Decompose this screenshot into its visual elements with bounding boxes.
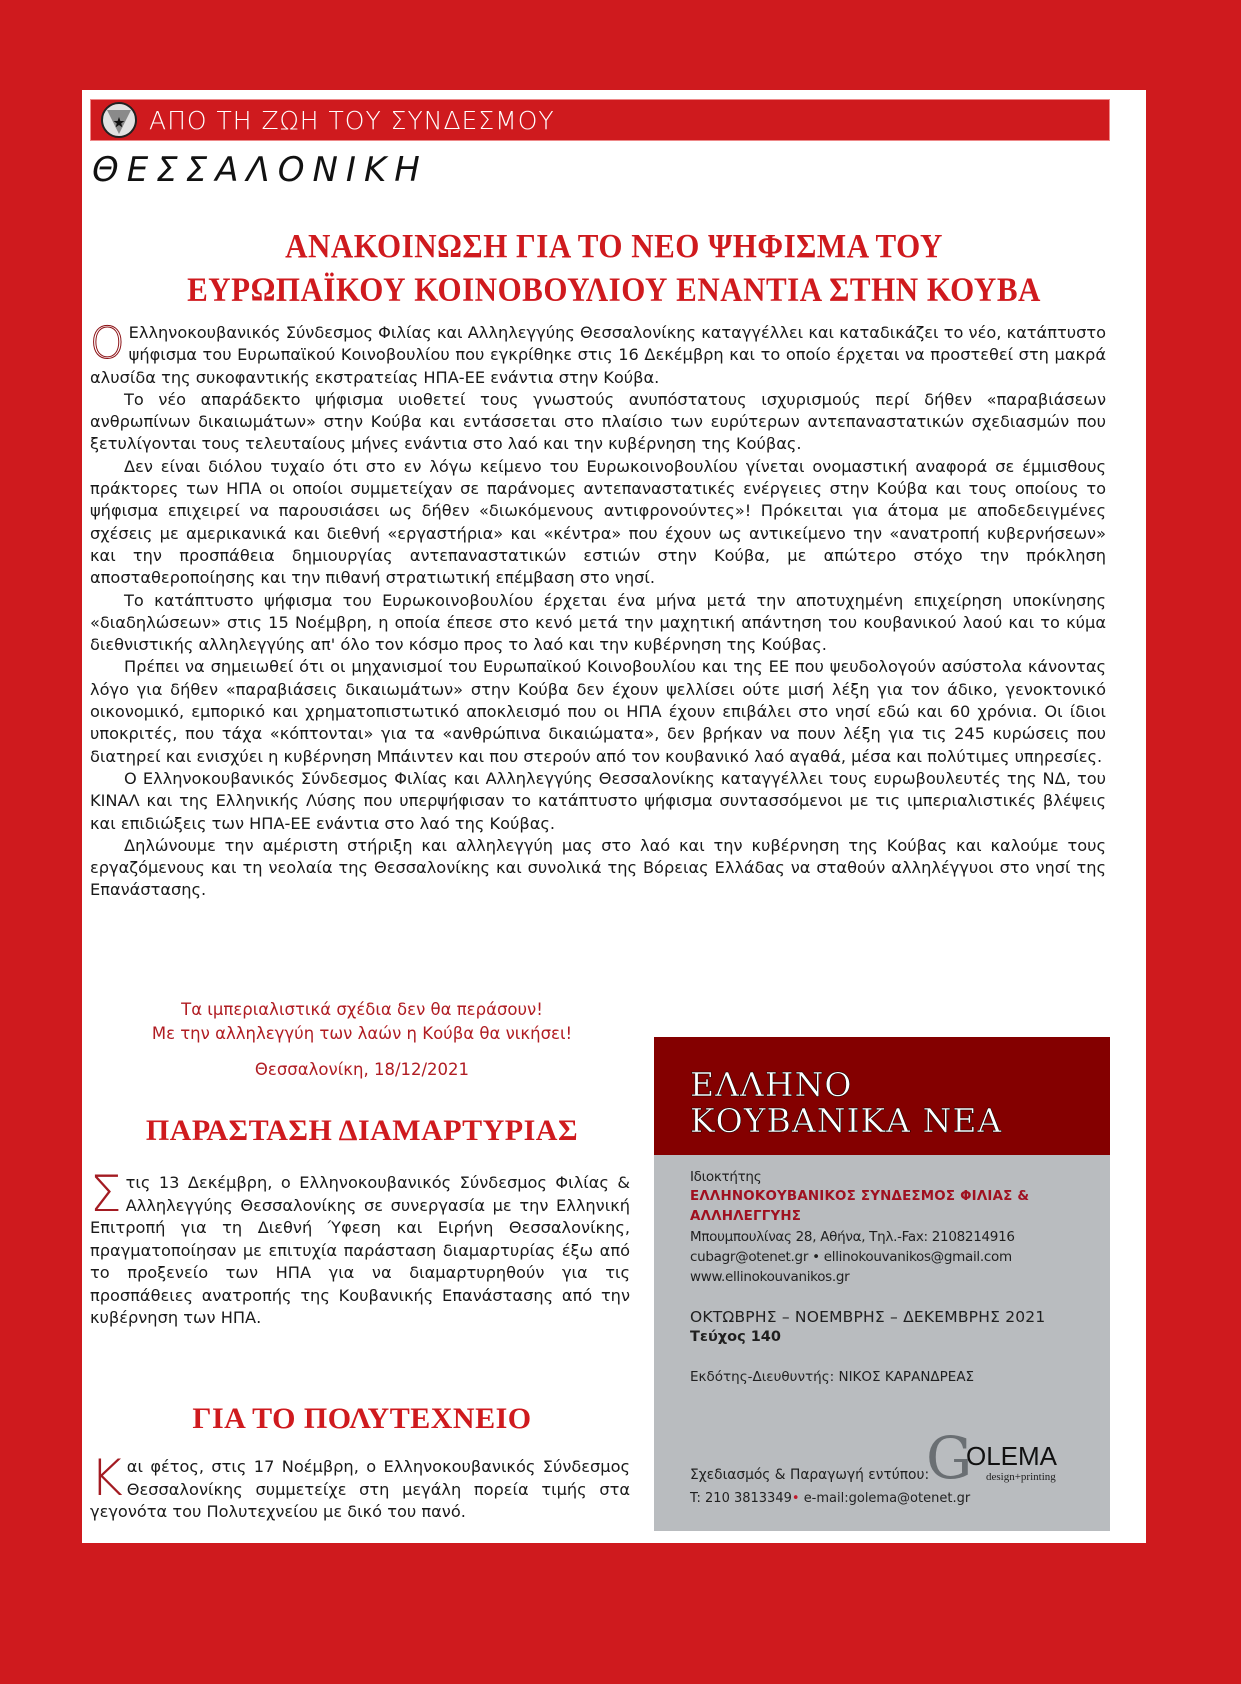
publisher-name: ΝΙΚΟΣ ΚΑΡΑΝΔΡΕΑΣ — [838, 1369, 975, 1385]
article-paragraph: Το κατάπτυστο ψήφισμα του Ευρωκοινοβουλίου έρχεται ένα μήνα μετά την αποτυχημένη επιχείρηση υποκίνησης «διαδηλώσεων» στις 15 Νοέμβρη, η οποία έπεσε στο κενό μετά την μαχητική απάντηση του κουβανικού λαού και το κύμα διεθνιστικής αλληλεγγύης απ' όλο τον κόσμο προς το λαό και την κυβέρνηση της Κούβας. — [90, 590, 1106, 655]
polytechnic-headline: ΓΙΑ ΤΟ ΠΟΛΥΤΕΧΝΕΙΟ — [192, 1402, 532, 1435]
main-article-body — [90, 318, 1106, 902]
masthead-title-line-1: ΕΛΛΗΝΟ — [690, 1065, 853, 1104]
dropcap: Κ — [90, 1449, 123, 1507]
protest-article-body: Στις 13 Δεκέμβρη, ο Ελληνοκουβανικός Σύνδεσμος Φιλίας & Αλληλεγγύης Θεσσαλονίκης σε συνεργασία με την Ελληνική Επιτροπή για τη Διεθνή Ύφεση και Ειρήνη Θεσσαλονίκης, πραγματοποίησαν με επιτυχία παράσταση διαμαρτυρίας έξω από το προξενείο των ΗΠΑ για να διαμαρτυρηθούν για τις προσπάθειες ανατροπής της Κουβανικής Επανάστασης από την κυβέρνηση των ΗΠΑ. — [90, 1165, 630, 1327]
masthead-title-block — [654, 1037, 1110, 1155]
main-headline-line-1: ΑΝΑΚΟΙΝΩΣΗ ΓΙΑ ΤΟ ΝΕΟ ΨΗΦΙΣΜΑ ΤΟΥ — [285, 226, 943, 265]
article-paragraph: Δηλώνουμε την αμέριστη στήριξη και αλληλεγγύη μας στο λαό και την κυβέρνηση της Κούβας και καλούμε τους εργαζόμενους και τη νεολαία της Θεσσαλονίκης και συνολικά της Βόρειας Ελλάδας να σταθούν αλληλέγγυοι στο νησί της Επανάστασης. — [90, 835, 1106, 900]
masthead-box — [654, 1037, 1110, 1531]
slogan-2: Με την αλληλεγγύη των λαών η Κούβα θα νικήσει! — [151, 1024, 573, 1043]
email-link-2[interactable]: ellinokouvanikos@gmail.com — [823, 1249, 1012, 1265]
printer-contact — [690, 1491, 970, 1506]
dropcap: Σ — [90, 1165, 122, 1223]
polytechnic-article-body: Και φέτος, στις 17 Νοέμβρη, ο Ελληνοκουβανικός Σύνδεσμος Θεσσαλονίκης συμμετείχε στη μεγάλη πορεία τιμής στα γεγονότα του Πολυτεχνείου με δικό του πανό. — [90, 1449, 630, 1521]
publisher-label: Εκδότης-Διευθυντής: — [690, 1369, 835, 1385]
section-header-bar — [90, 99, 1110, 141]
owner-name: ΕΛΛΗΝΟΚΟΥΒΑΝΙΚΟΣ ΣΥΝΔΕΣΜΟΣ ΦΙΛΙΑΣ & ΑΛΛΗΛΕΓΓΥΗΣ — [690, 1189, 1030, 1224]
slogans — [82, 998, 642, 1046]
city-heading: ΘΕΣΣΑΛΟΝΙΚΗ — [92, 150, 428, 190]
golema-logo — [926, 1424, 1086, 1492]
article-paragraph: Το νέο απαράδεκτο ψήφισμα υιοθετεί τους γνωστούς ανυπόστατους ισχυρισμούς περί δήθεν «παραβιάσεων ανθρωπίνων δικαιωμάτων» στην Κούβα και εντάσσεται στο πλαίσιο των ευρύτερων αντεπαναστατικών σχεδιασμών που ξετυλίγονται τους τελευταίους μήνες ενάντια στο λαό και την κυβέρνηση της Κούβας. — [90, 389, 1106, 454]
emails — [690, 1247, 1110, 1267]
article-paragraph: Ο Ελληνοκουβανικός Σύνδεσμος Φιλίας και Αλληλεγγύης Θεσσαλονίκης καταγγέλλει και καταδικάζει το νέο, κατάπτυστο ψήφισμα του Ευρωπαϊκού Κοινοβουλίου που εγκρίθηκε στις 16 Δεκέμβρη και το οποίο έρχεται να προστεθεί στη μακρά αλυσίδα της συκοφαντικής εκστρατείας ΗΠΑ-ΕΕ ενάντια στην Κούβα. — [90, 318, 1106, 387]
address: Μπουμπουλίνας 28, Αθήνα, Τηλ.-Fax: 2108214916 — [690, 1229, 1015, 1245]
issue-number: Τεύχος 140 — [690, 1329, 781, 1345]
golema-logo-sub: design+printing — [986, 1471, 1056, 1483]
article-paragraph: Ο Ελληνοκουβανικός Σύνδεσμος Φιλίας και Αλληλεγγύης Θεσσαλονίκης καταγγέλλει τους ευρωβουλευτές της ΝΔ, του ΚΙΝΑΛ και της Ελληνικής Λύσης που υπερψήφισαν το κατάπτυστο ψήφισμα συντασσόμενοι με τις ιμπεριαλιστικές βλέψεις και επιδιώξεις των ΗΠΑ-ΕΕ ενάντια στο λαό της Κούβας. — [90, 768, 1106, 833]
issue-months: ΟΚΤΩΒΡΗΣ – ΝΟΕΜΒΡΗΣ – ΔΕΚΕΜΒΡΗΣ 2021 — [690, 1308, 1046, 1326]
masthead-title-line-2: ΚΟΥΒΑΝΙΚΑ ΝΕΑ — [690, 1101, 1003, 1140]
protest-headline: ΠΑΡΑΣΤΑΣΗ ΔΙΑΜΑΡΤΥΡΙΑΣ — [145, 1114, 579, 1147]
owner-label: Ιδιοκτήτης — [690, 1169, 762, 1185]
signature-date: Θεσσαλονίκη, 18/12/2021 — [254, 1060, 470, 1079]
email-link-1[interactable]: cubagr@otenet.gr — [690, 1249, 809, 1265]
bullet-separator: • — [791, 1491, 800, 1506]
main-headline-line-2: ΕΥΡΩΠΑΪΚΟΥ ΚΟΙΝΟΒΟΥΛΙΟΥ ΕΝΑΝΤΙΑ ΣΤΗΝ ΚΟΥΒΑ — [187, 270, 1041, 308]
bullet-separator: • — [812, 1249, 820, 1265]
page-panel — [82, 90, 1146, 1543]
slogan-1: Τα ιμπεριαλιστικά σχέδια δεν θα περάσουν! — [181, 1000, 543, 1019]
article-paragraph: Πρέπει να σημειωθεί ότι οι μηχανισμοί του Ευρωπαϊκού Κοινοβουλίου και της ΕΕ που ψευδολογούν ασύστολα κάνοντας λόγο για δήθεν «παραβιάσεις δικαιωμάτων» στην Κούβα δεν έχουν ψελλίσει ούτε μισή λέξη για τον άδικο, γενοκτονικό οικονομικό, εμπορικό και χρηματοπιστωτικό αποκλεισμό που οι ΗΠΑ έχουν επιβάλει στο νησί εδώ και 60 χρόνια. Οι ίδιοι υποκριτές, που τάχα «κόπτονται» για τα «ανθρώπινα δικαιώματα», δεν βρήκαν να πουν λέξη για τις 245 κυρώσεις που διατηρεί και ενισχύει η κυβέρνηση Μπάιντεν και που στερούν από τον κουβανικό λαό αγαθά, μέσα και πολύτιμες υπηρεσίες. — [90, 657, 1106, 766]
article-paragraph: Δεν είναι διόλου τυχαίο ότι στο εν λόγω κείμενο του Ευρωκοινοβουλίου γίνεται ονομαστική αναφορά σε έμμισθους πράκτορες των ΗΠΑ οι οποίοι συμμετείχαν σε παράνομες αντεπαναστατικές ενέργειες στην Κούβα και τους οποίους το ψήφισμα επιχειρεί να παρουσιάσει ως δήθεν «διωκόμενους αντιφρονούντες»! Πρόκειται για άτομα με αποδεδειγμένες σχέσεις με αμερικανικά και διεθνή «εργαστήρια» και «κέντρα» που έχουν ως αντικείμενο την «ανατροπή κυβερνήσεων» και την προσπάθεια δημιουργίας αντεπαναστατικών εστιών στην Κούβα, με απώτερο στόχο την πρόκληση αποσταθεροποίησης και την πιθανή στρατιωτική επέμβαση στο νησί. — [90, 456, 1106, 588]
printer-email-link[interactable]: e-mail:golema@otenet.gr — [803, 1491, 971, 1506]
dropcap: Ο — [90, 318, 125, 369]
golema-logo-g: G — [926, 1424, 973, 1492]
golema-logo-word: OLEMA — [966, 1441, 1058, 1471]
triangle-star-emblem-icon — [101, 102, 137, 138]
section-title: ΑΠΟ ΤΗ ΖΩΗ ΤΟΥ ΣΥΝΔΕΣΜΟΥ — [149, 105, 555, 135]
masthead-details — [654, 1155, 1110, 1387]
publisher-line — [690, 1367, 1110, 1387]
website-link[interactable]: www.ellinokouvanikos.gr — [690, 1269, 850, 1285]
design-label: Σχεδιασμός & Παραγωγή εντύπου: — [690, 1467, 930, 1483]
printer-phone: T: 210 3813349 — [690, 1491, 792, 1506]
main-headline — [82, 225, 1146, 311]
